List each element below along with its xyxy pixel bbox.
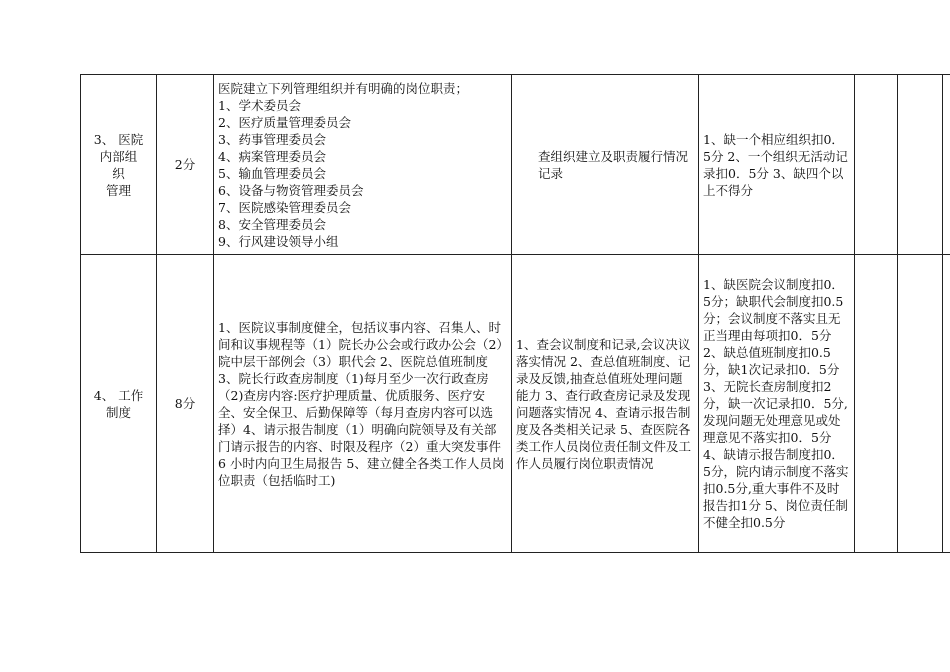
blank-cell xyxy=(943,255,950,553)
blank-cell xyxy=(898,255,943,553)
category-line: 管理 xyxy=(105,182,131,198)
category-line: 制度 xyxy=(105,404,131,420)
category-line: 织 xyxy=(112,165,125,181)
method-cell: 查组织建立及职责履行情况记录 xyxy=(512,75,699,255)
standard-line: 9、行风建设领导小组 xyxy=(218,233,339,249)
table-row xyxy=(81,75,950,255)
score-cell: 8分 xyxy=(157,255,214,553)
evaluation-table xyxy=(80,74,950,553)
standard-line: 2、医疗质量管理委员会 xyxy=(218,114,351,130)
standard-line: 1、学术委员会 xyxy=(218,97,301,113)
table-row xyxy=(81,255,950,553)
deduction-cell: 1、缺医院会议制度扣0．5分；缺职代会制度扣0.5分；会议制度不落实且无正当理由每项扣0．5分 2、缺总值班制度扣0.5分，缺1次记录扣0．5分 3、无院长查房制度扣2分，缺一次记录扣0．5分,发现问题无处理意见或处理意见不落实扣0．5分 4、缺请示报告制度扣0．5分，院内请示制度不落实扣0.5分,重大事件不及时报告扣1分 5、岗位责任制不健全扣0.5分 xyxy=(699,255,855,553)
standard-line: 8、安全管理委员会 xyxy=(218,216,326,232)
deduction-cell: 1、缺一个相应组织扣0．5分 2、一个组织无活动记录扣0．5分 3、缺四个以上不得分 xyxy=(699,75,855,255)
category-cell xyxy=(81,75,157,255)
blank-cell xyxy=(855,255,898,553)
standard-line: 4、病案管理委员会 xyxy=(218,148,326,164)
category-line: 3、 医院 xyxy=(93,131,144,147)
category-line: 4、 工作 xyxy=(93,387,144,403)
standard-line: 5、输血管理委员会 xyxy=(218,165,326,181)
score-cell: 2分 xyxy=(157,75,214,255)
standard-cell xyxy=(214,75,512,255)
category-line: 内部组 xyxy=(99,148,138,164)
standard-cell: 1、医院议事制度健全，包括议事内容、召集人、时间和议事规程等（1）院长办公会或行政办公会（2）院中层干部例会（3）职代会 2、医院总值班制度 3、院长行政查房制度（1)每月至少一次行政查房（2)查房内容:医疗护理质量、优质服务、医疗安全、安全保卫、后勤保障等（每月查房内容可以选择）4、请示报告制度（1）明确向院领导及有关部门请示报告的内容、时限及程序（2）重大突发事件 6 小时内向卫生局报告 5、建立健全各类工作人员岗位职责（包括临时工) xyxy=(214,255,512,553)
category-cell xyxy=(81,255,157,553)
standard-line: 3、药事管理委员会 xyxy=(218,131,326,147)
blank-cell xyxy=(855,75,898,255)
standard-line: 7、医院感染管理委员会 xyxy=(218,199,351,215)
method-cell: 1、查会议制度和记录,会议决议落实情况 2、查总值班制度、记录及反馈,抽查总值班处理问题能力 3、查行政查房记录及发现问题落实情况 4、查请示报告制度及各类相关记录 5、查医院各类工作人员岗位责任制文件及工作人员履行岗位职责情况 xyxy=(512,255,699,553)
standard-line: 6、设备与物资管理委员会 xyxy=(218,182,364,198)
standard-line: 医院建立下列管理组织并有明确的岗位职责； xyxy=(218,80,469,96)
blank-cell xyxy=(943,75,950,255)
blank-cell xyxy=(898,75,943,255)
